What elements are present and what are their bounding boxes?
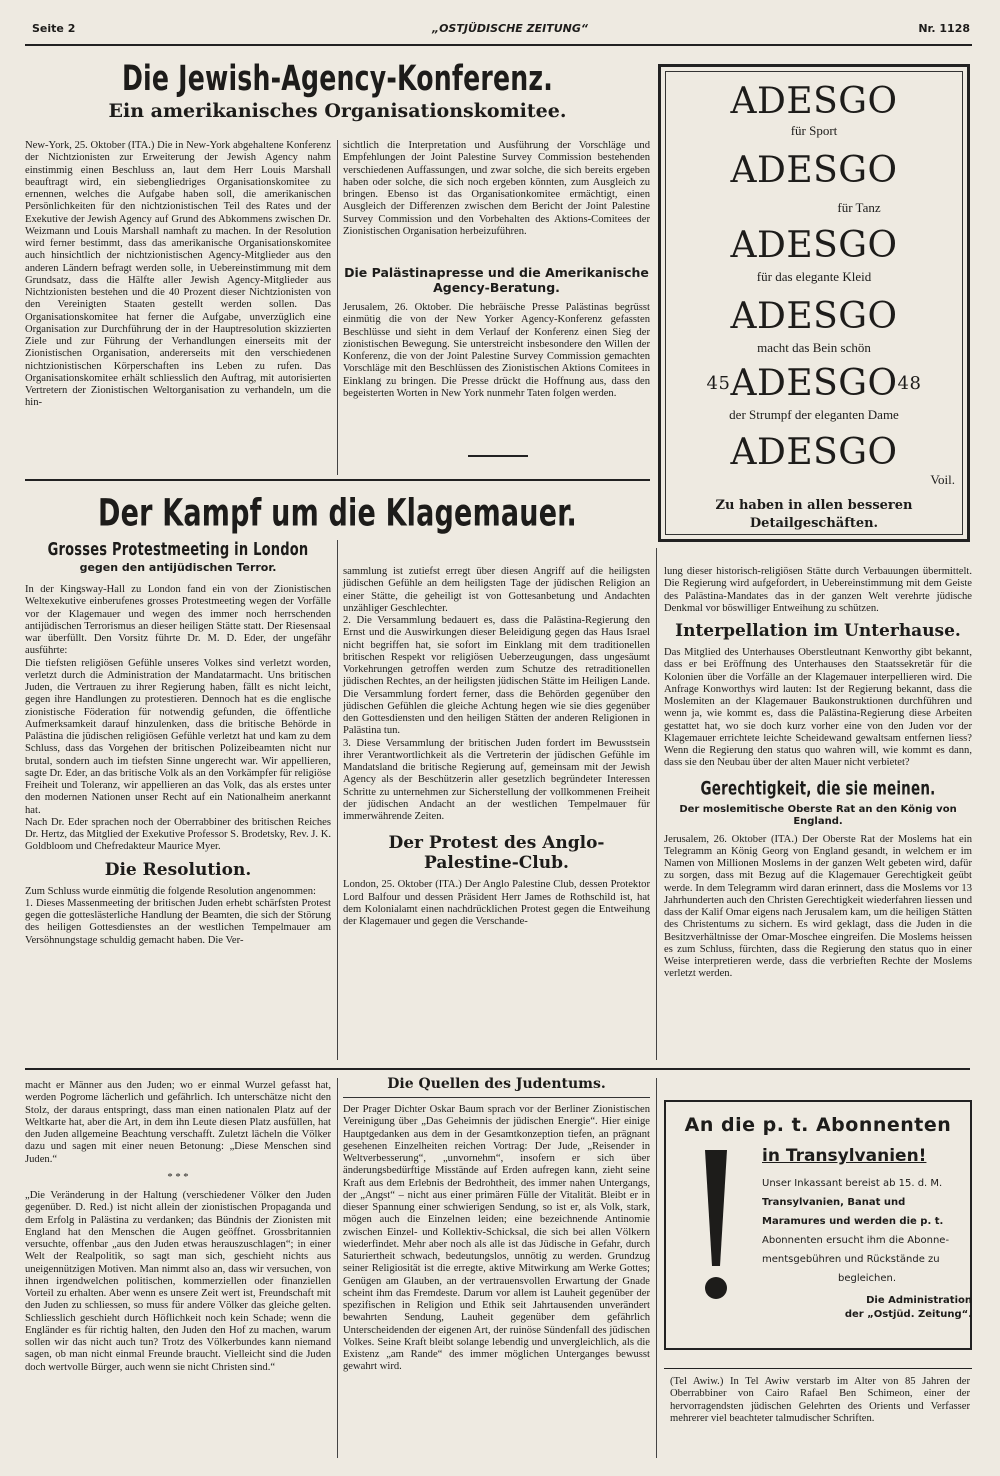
abonnenten-title: An die p. t. Abonnenten — [684, 1114, 952, 1136]
section-rule — [25, 479, 650, 481]
article-end-rule — [468, 455, 528, 457]
adesgo-brand-4: ADESGO — [730, 296, 898, 337]
adesgo-brand-3: ADESGO — [730, 225, 898, 266]
klagemauer-col2 — [343, 566, 650, 928]
abonnenten-text — [762, 1174, 972, 1322]
gerechtigkeit-body: Jerusalem, 26. Oktober (ITA.) Der Oberste Rat der Moslems hat ein Telegramm an König Georg von England gesandt, in welchem er im Namen von Millionen Moslems in der ganzen Welt gebeten wird, dafür zu sorgen, dass mit Bezug auf die Klagemauer Gerechtigkeit geübt werde. In dem Telegramm wird daran erinnert, dass die Moslems vor 13 Jahrhunderten auch den Christen Gerechtigkeit wiederfahren liessen und dass der Kalif Omar eigens nach Jerusalem kam, um die heiligen Stätten des Christentums zu sichern. Es wird geklagt, dass die Juden in die Besitzverhältnisse der Omar-Moschee eingreifen. Die Moslems heissen es zum Schluss, fürchten, dass die Regierung den status quo in einer Weise interpretieren werde, dass die verbrieften Rechte der Moslems verletzt werden. — [664, 833, 972, 980]
adesgo-line-1: für Sport — [790, 123, 838, 138]
adesgo-prefix: 45 — [706, 373, 731, 394]
abonnenten-sign: Die Administration — [866, 1295, 972, 1306]
interpellation-title: Interpellation im Unterhause. — [675, 621, 961, 641]
resolution-body: Zum Schluss wurde einmütig die folgende Resolution angenommen: 1. Dieses Massenmeeting der britischen Juden erhebt schärfsten Protest gegen die gotteslästerliche Handlung der Beamten, die sich der Störung des heiligen Gottesdienstes an der westlichen Tempelmauer am Versöhnungstage schuldig gemacht haben. Die Ver- — [25, 885, 331, 946]
klagemauer-subtitle: Grosses Protestmeeting in London — [47, 540, 309, 560]
quellen-article — [343, 1076, 650, 1374]
anglo-palestine-continuation: lung dieser historisch-religiösen Stätte durch Verbauungen übermittelt. Die Regierung wird aufgefordert, in Uebereinstimmung mit dem Geiste des Palästina-Mandates das in der ganzen Welt verehrte jüdische Denkmal vor böswilliger Entweihung zu schützen. — [664, 566, 972, 614]
issue-number: Nr. 1128 — [918, 22, 970, 35]
bottom-left-p2: „Die Veränderung in der Haltung (verschiedener Völker den Juden gegenüber. D. Red.) ist nicht allein der zionistischen Propaganda und dem Erfolg in Palästina zu verdanken; das Bündnis der Zionisten mit England hat den Menschen die Augen geöffnet. Grossbritannien versuchte, offenbar „aus den Juden etwas herauszuschlagen“; in einer Welt der Realpolitik, so sagt man sich, geschieht nichts aus uneigennützigen Motiven. Man nimmt also an, dass wir versuchen, von ihnen irgendwelchen politischen, kommerziellen oder finanziellen Vorteil zu erhalten. Aber wenn es unsere Zeit wert ist, Freundschaft mit den Juden zu schliessen, so muss für andere Völker das gleiche gelten. Schliesslich geschieht durch Höflichkeit noch kein Schade; wenn die Engländer es für richtig halten, den Juden den Hof zu machen, warum sollen wir das nicht auch tun? Trotz des Völkerbundes kann niemand sagen, ob man nicht einmal Freunde braucht. Vielleicht sind die Juden doch wertvolle Bürger, auch wenn sie nicht Christen sind.“ — [25, 1190, 331, 1373]
jewish-agency-subtitle: Ein amerikanisches Organisationskomitee. — [108, 100, 567, 122]
adesgo-footer: Zu haben in allen besseren Detailgeschäften. — [715, 498, 913, 531]
adesgo-brand-2: ADESGO — [730, 150, 898, 191]
section-stars: * * * — [167, 1171, 189, 1183]
abonnenten-sign: der „Ostjüd. Zeitung“. — [844, 1309, 972, 1320]
abonnenten-line: Maramures und werden die p. t. — [762, 1216, 944, 1227]
abonnenten-line: Transylvanien, Banat und — [762, 1197, 906, 1208]
bottom-left-p1: macht er Männer aus den Juden; wo er einmal Wurzel gefasst hat, werden Pogrome lächerlich und gefährlich. Ich unterschätze nicht den Stolz, der daraus entspringt, dass man einen nationalen Platz auf der Weltkarte hat, aber die Art, in dem ihn Leute diesen Platz ausfüllen, hat den Juden allgemeine Beachtung verschafft. Zuletzt lächeln die Völker dazu und sagen mit einer neuen Betonung: „Diese Menschen sind Juden.“ — [25, 1080, 331, 1165]
obituary-rule — [664, 1368, 972, 1369]
abonnenten-subtitle: in Transylvanien! — [762, 1146, 927, 1166]
adesgo-ad — [658, 64, 970, 542]
klagemauer-col1 — [25, 540, 331, 947]
column-divider — [337, 1078, 338, 1458]
quellen-body: Der Prager Dichter Oskar Baum sprach vor der Berliner Zionistischen Vereinigung über „Das Geheimnis der jüdischen Energie“. Hier einige Hauptgedanken aus dem in der Gesamtkonzeption tiefen, an prägnant gesehenen Einzelheiten reichen Vortrag: Der Jude, „Reisender in Weltverbesserung“, „unvornehm“, insofern er sich über änderungsbedürftige Misstände auf Erden aufregen kann, zieht seine Kraft aus dem Erlebnis der Bedrohtheit, des immer nahen Untergangs, der „Angst“ – nicht aus einer primären Fülle der Vitalität. Bleibt er in dieser Spannung einer schwierigen Sendung, so ist er, als Volk, stark, mögen auch die Einzelnen leiden; eine bezeichnende Antinomie zwischen Einzel- und Kollektiv-Schicksal, die sich bei allen Völkern wiederfindet. Mehr aber noch als alle ist das Jüdische in Gefahr, durch Saturiertheit schwach, bedeutungslos, unnötig zu werden. Grundzug seiner Religiosität ist die erregte, aktive Mitwirkung am Werke Gottes; Genügen am Glauben, an der vertrauensvollen Erwartung der Gnade scheint ihm das Fremdeste. Darum vor allem ist Lauheit gegenüber der spezifischen in Religion und Ethik seit Jahrtausenden unverändert bewahrten Sendung, Lauheit gegenüber dem gefährlich Unterscheidenden der eigenen Art, der ruinöse Sündenfall des jüdischen Volkes. Seine Kraft bleibt solange lebendig und unvergleichlich, als die Existenz „am Rande“ des immer möglichen Unterganges bewusst gewahrt wird. — [343, 1104, 650, 1373]
palestine-press-title: Die Palästinapresse und die Amerikanische Agency-Beratung. — [344, 265, 649, 295]
column-divider — [656, 1078, 657, 1458]
adesgo-line-6: Voil. — [930, 472, 955, 487]
anglo-palestine-title: Der Protest des Anglo-Palestine-Club. — [388, 833, 605, 874]
palestine-press-body: Jerusalem, 26. Oktober. Die hebräische Presse Palästinas begrüsst einmütig die von der New Yorker Agency-Konferenz gefassten Beschlüsse und sieht in dem Verlauf der Konferenz einen Sieg der zionistischen Bewegung. Sie unterstreicht insbesondere den Willen der Konferenz, die von der Joint Palestine Survey Commission gemachten Vorschläge mit den Beschlüssen des Zionistischen Aktions Comitees in Einklang zu bringen. Die Presse drückt die Hoffnung aus, dass den begeisterten Worten in New York nunmehr Taten folgen werden. — [343, 302, 650, 399]
page-number: Seite 2 — [32, 22, 76, 35]
masthead: „OSTJÜDISCHE ZEITUNG“ — [432, 22, 588, 35]
abonnenten-line: Unser Inkassant bereist ab 15. d. M. — [762, 1178, 943, 1189]
klagemauer-col2-body: sammlung ist zutiefst erregt über diesen Angriff auf die heiligsten jüdischen Gefühle an dem heiligsten Tage der jüdischen Religion an einer Stätte, die geheiligt ist von Gottesanbetung und Andachten unzähliger Geschlechter. 2. Die Versammlung bedauert es, dass die Palästina-Regierung den Ernst und die Auswirkungen dieser Beleidigung gegen das Haus Israel nicht begriffen hat, sie sofort im Einklang mit dem traditionellen britischen Respekt vor religiösen Ueberzeugungen, dass ungesäumt Vorkehrungen getroffen werden zum Schutze des retraditionellen jüdischen Rechtes, an der heiligsten jüdischen Stätte im Heiligen Lande. Die Versammlung fordert ferner, dass die Behörden gegenüber den jüdischen Gefühlen die gleiche Achtung hegen wie sie dies gegenüber den Gottesdiensten und den heiligen Stätten der anderen Religionen in Palästina tun. 3. Diese Versammlung der britischen Juden fordert im Bewusstsein ihrer Verantwortlichkeit als die Vertreterin der jüdischen Gefühle im Mandatsland die britische Regierung auf, gemeinsam mit der Jewish Agency als der Beschützerin aller gesetzlich begründeter Interessen Schritte zu unternehmen zur Sicherstellung der vollkommenen Freiheit der jüdischen Andacht an der westlichen Tempelmauer für immerwährende Zeiten. — [343, 566, 650, 822]
adesgo-line-2: für Tanz — [837, 200, 881, 215]
gerechtigkeit-title: Gerechtigkeit, die sie meinen. — [700, 776, 936, 799]
adesgo-brand-1: ADESGO — [730, 81, 898, 122]
adesgo-line-3: für das elegante Kleid — [756, 269, 872, 284]
column-divider — [337, 140, 338, 475]
abonnenten-line: Abonnenten ersucht ihm die Abonne- — [762, 1235, 950, 1246]
palestine-press-article — [343, 265, 650, 400]
section-rule — [25, 1068, 970, 1070]
gerechtigkeit-subtitle: Der moslemitische Oberste Rat an den König von England. — [679, 803, 957, 827]
abonnenten-line: begleichen. — [837, 1273, 897, 1284]
obituary-notice: (Tel Awiw.) In Tel Awiw verstarb im Alter von 85 Jahren der Oberrabbiner von Cairo Rafael Ben Schimeon, einer der hervorragendsten jüdischen Gelehrten des Orients und Verfasser mehrerer viel beachteter talmudischer Schriften. — [670, 1376, 970, 1424]
bottom-left-article — [25, 1080, 331, 1374]
adesgo-suffix: 48 — [897, 373, 922, 394]
resolution-title: Die Resolution. — [104, 859, 252, 880]
column-divider — [656, 548, 657, 1060]
right-column — [664, 566, 972, 981]
adesgo-line-5: der Strumpf der eleganten Dame — [729, 407, 899, 422]
jewish-agency-article — [25, 57, 650, 122]
adesgo-brand-5: $^{45}$ADESGO$^{48}$ — [706, 363, 922, 404]
klagemauer-title: Der Kampf um die Klagemauer. — [98, 491, 577, 536]
jewish-agency-col2: sichtlich die Interpretation und Ausführung der Vorschläge und Empfehlungen der Joint Palestine Survey Commission bestehenden verschiedenen Auffassungen, und zwar solche, die sich bereits ergeben haben oder solche, die sich noch ergeben könnten, zum Ausgleich zu bringen. Ebenso ist das Organisationkomitee ermächtigt, einen Ausgleich der Differenzen zwischen dem Bericht der Joint Palestine Survey Commission und den Vorbehalten des Aktions-Comitees der Zionistischen Organisation herbeizuführen. — [343, 140, 650, 237]
header-rule — [25, 44, 972, 46]
jewish-agency-col1: New-York, 25. Oktober (ITA.) Die in New-York abgehaltene Konferenz der Nichtzionisten zur Erweiterung der Jewish Agency nahm einstimmig einen Beschluss an, laut dem Herr Louis Marshall beauftragt wird, ein siebengliedriges Organisationskomitee zu ernennen, welches die Aufgabe haben soll, die amerikanischen Persönlichkeiten für den nichtzionistischen Teil des Rates und der Exekutive der Jewish Agency auf Grund des Abkommens zwischen Dr. Weizmann und Louis Marshall namhaft zu machen. In der Resolution wird ferner bestimmt, dass das amerikanische Organisationskomitee auch hinsichtlich der nichtzionistischen Agency-Mitglieder aus den anderen Ländern befragt werden solle, in Uebereinstimmung mit dem Grundsatz, dass die Hälfte aller Jewish Agency-Mitglieder aus Nichtzionisten bestehen und die 40 Prozent dieser Nichtzionisten von den Vereinigten Staaten gestellt werden sollen. Das Organisationskomitee hat ferner die Aufgabe, unverzüglich eine Organisation zur Durchführung der in der Hauptresolution skizzierten Ziele und zur Führung der Verhandlungen einerseits mit der Zionistischen Organisation, andererseits mit den verschiedenen nichtzionistischen Körperschaften ins Leben zu rufen. Das Organisationskomitee erhält schliesslich den Auftrag, mit autorisierten Vertretern der Zionistischen Weltorganisation zu verhandeln, um die hin- — [25, 140, 331, 409]
adesgo-line-4: macht das Bein schön — [757, 340, 871, 355]
anglo-palestine-body: London, 25. Oktober (ITA.) Der Anglo Palestine Club, dessen Protektor Lord Balfour und dessen Präsident Herr James de Rothschild ist, hat dem Kolonialamt einen nachdrücklichen Protest gegen die Entweihung der Klagemauer und gegen die Verschande- — [343, 879, 650, 927]
interpellation-body: Das Mitglied des Unterhauses Oberstleutnant Kenworthy gibt bekannt, dass er bei Eröffnung des Unterhauses den Staatssekretär für die Kolonien über die Vorfälle an der Klagemauer interpellieren wird. Die Anfrage Konworthys wird lauten: Ist der Regierung bekannt, dass die Moslemiten an der Klagemauer Baukonstruktionen durchführen und wenn ja, wie kommt es, dass die Palästina-Regierung diese Arbeiten gestattet hat, wo sie doch kurz vorher eine von den Juden vor der Klagemauer errichtete leichte Scheidewand gewaltsam entfernen liess? Wenn die Regierung den status quo wahren will, wie kommt es dann, dass sie den Neubau über der alten Mauer nicht verbietet? — [664, 647, 972, 769]
exclamation-icon — [702, 1148, 730, 1308]
jewish-agency-title: Die Jewish-Agency-Konferenz. — [121, 57, 554, 99]
adesgo-brand-6: ADESGO — [730, 432, 898, 473]
klagemauer-col1-body: In der Kingsway-Hall zu London fand ein von der Zionistischen Weltexekutive einberufenes grosses Protestmeeting wegen der Vorfälle vor der Klagemauer und wegen des immer noch herrschenden antijüdischen Terrorismus an dieser heiligen Stätte statt. Der Riesensaal war überfüllt. Den Vorsitz führte Dr. M. D. Eder, der ungefähr ausführte: Die tiefsten religiösen Gefühle unseres Volkes sind verletzt worden, verletzt durch die Administration der Mandatarmacht. Uns britischen Juden, die Vertrauen zu ihrer Regierung haben, fällt es nicht leicht, gegen ihre Handlungen zu protestieren. Dennoch hat es die englische zionistische Föderation für notwendig gefunden, die öffentliche Aufmerksamkeit darauf hinzulenken, dass die britische Behörde in Palästina die jüdischen religiösen Gefühle verletzt hat und kam zu dem Schluss, dass das Vorgehen der britischen Polizeibeamten nicht nur brutal, sondern auch im tiefsten Sinne ungerecht war. Wir appellieren, sagte Dr. Eder, an das britische Volk als an den Vorkämpfer für religiöse Freiheit und Toleranz, wir appellieren an das Volk, das als erstes unter den modernen Nationen unser Recht auf ein Nationalheim anerkannt hat. Nach Dr. Eder sprachen noch der Oberrabbiner des britischen Reiches Dr. Hertz, das Mitglied der Exekutive Professor S. Brodetsky, Rev. J. K. Goldbloom und Chefredakteur Maurice Myer. — [25, 584, 331, 853]
quellen-title: Die Quellen des Judentums. — [387, 1076, 606, 1092]
column-divider — [337, 540, 338, 1060]
klagemauer-subsubtitle: gegen den antijüdischen Terror. — [79, 561, 277, 574]
abonnenten-line: mentsgebühren und Rückstände zu — [762, 1254, 940, 1265]
abonnenten-notice — [664, 1100, 972, 1350]
